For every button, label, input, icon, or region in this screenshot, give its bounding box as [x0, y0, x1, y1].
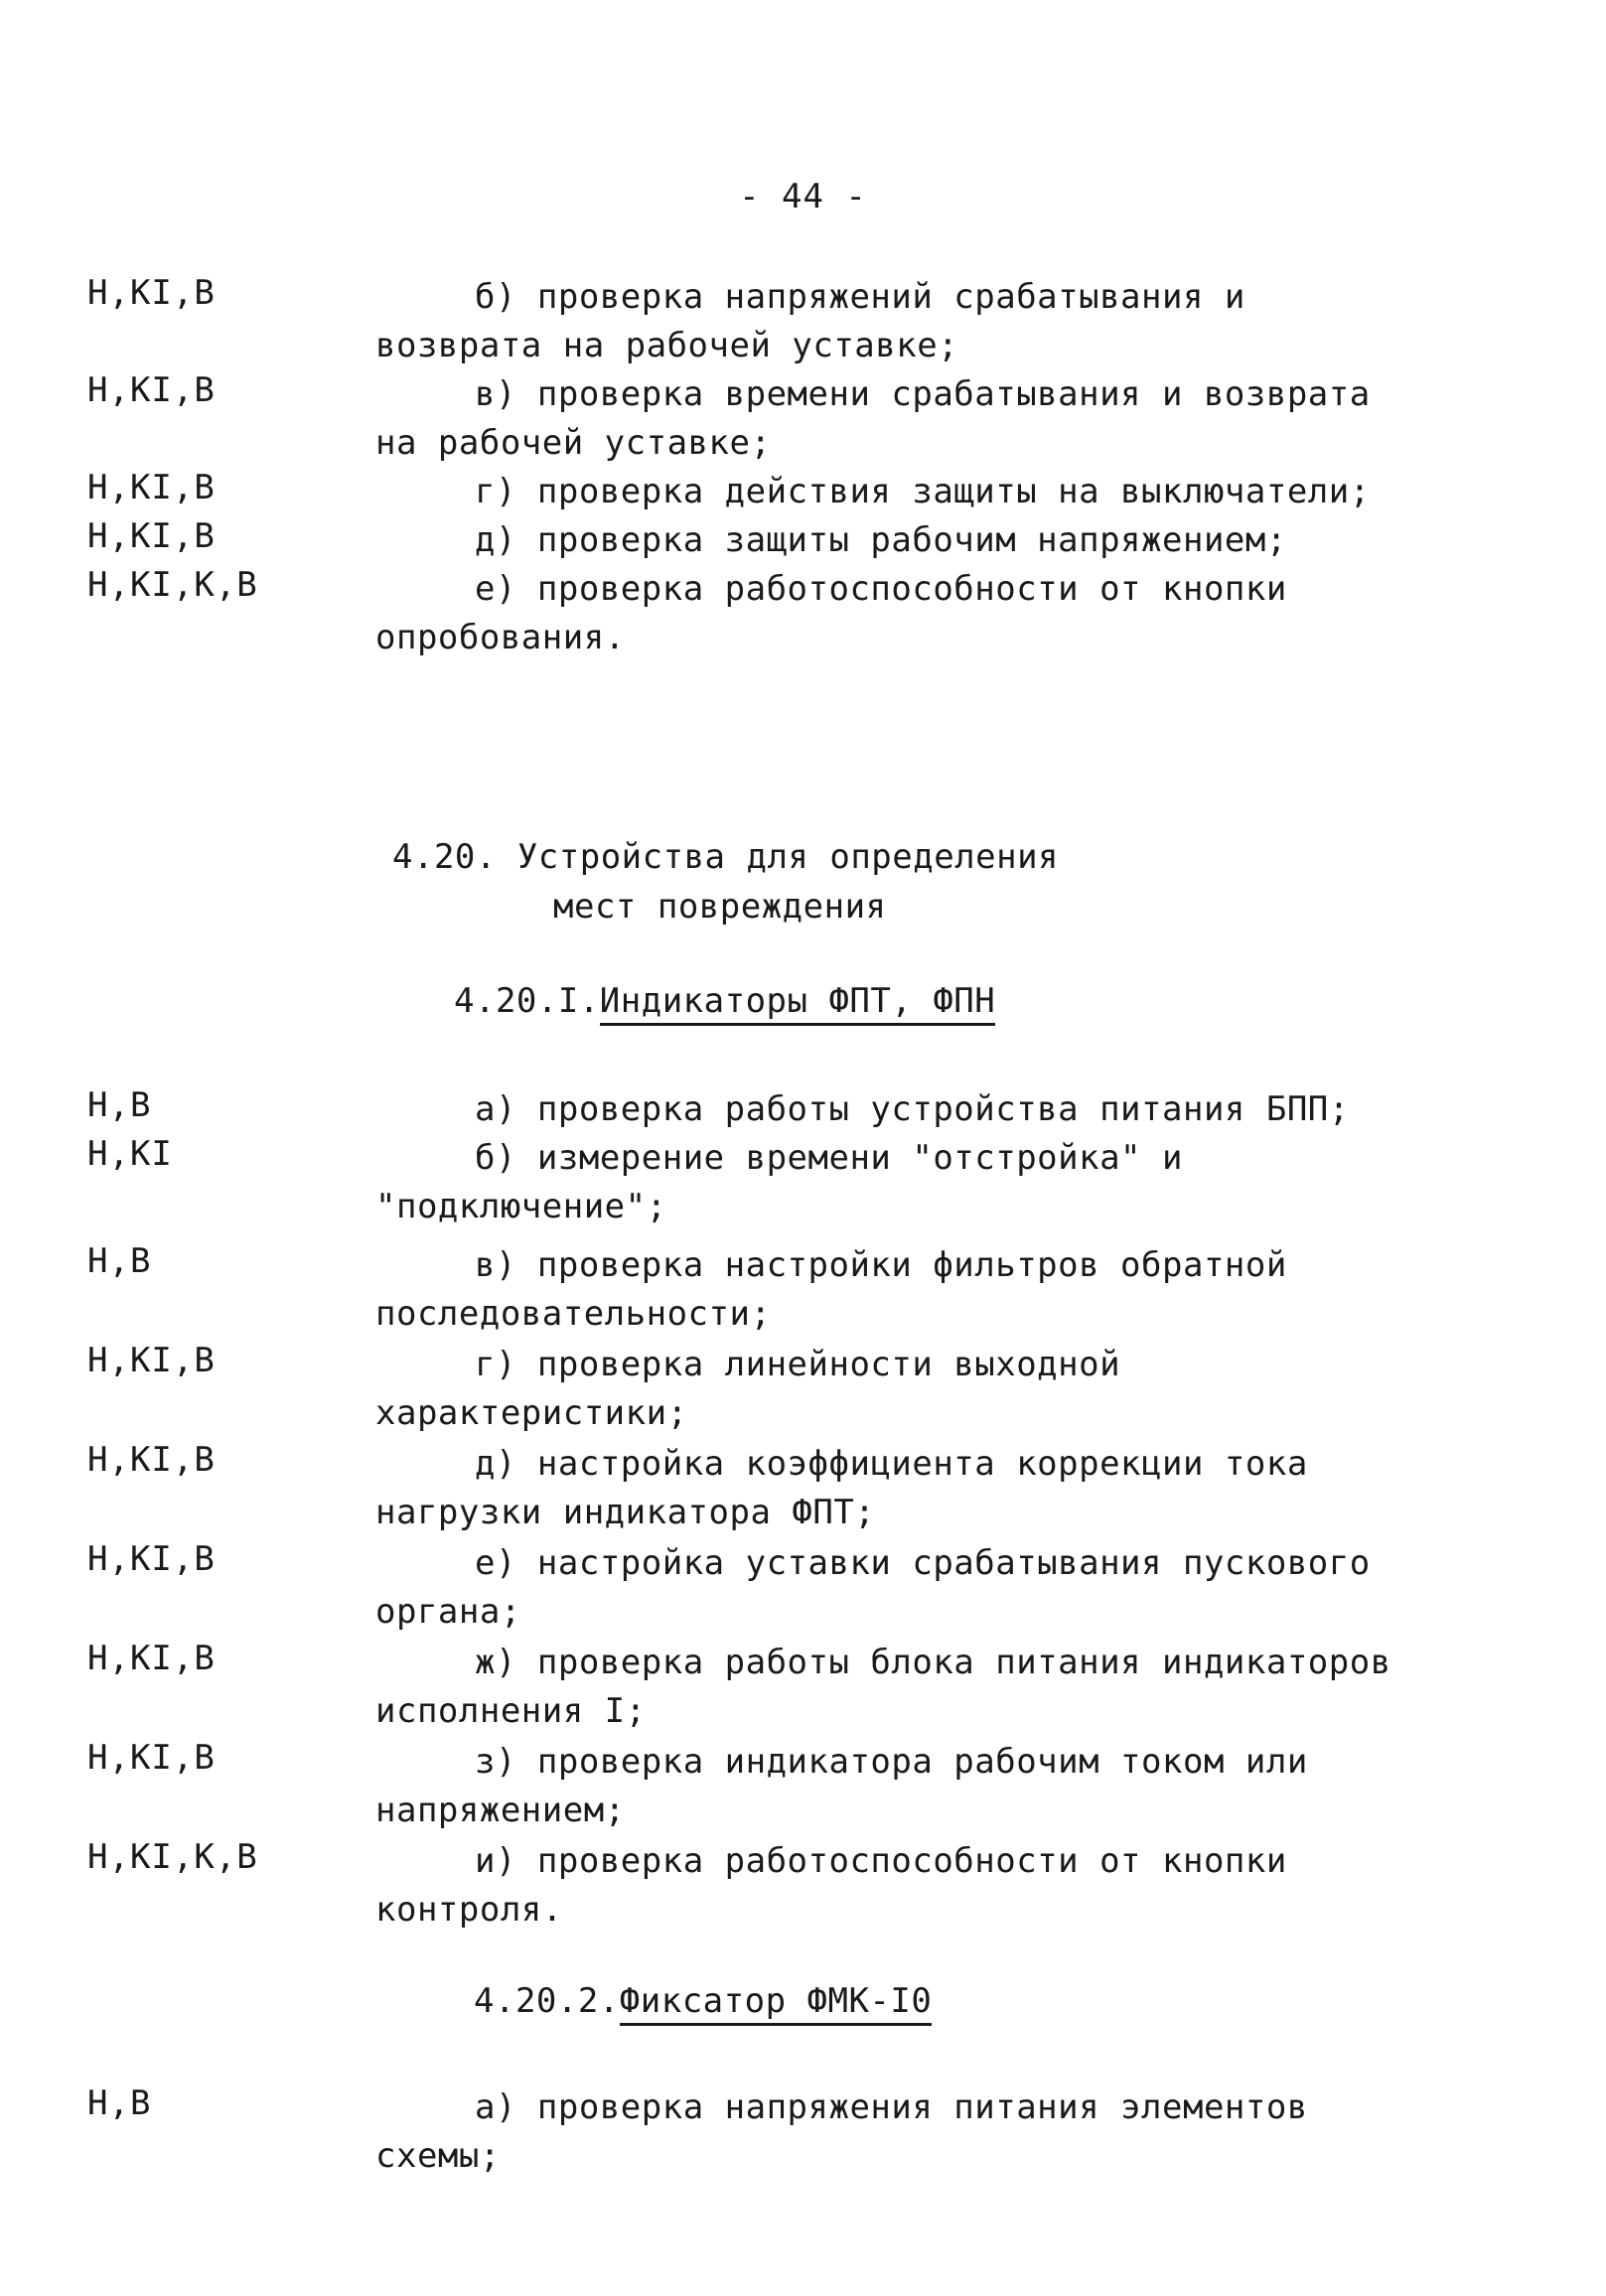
- item-code: Н,КI,В: [87, 516, 216, 556]
- item-text: з) проверка индикатора рабочим током или напряжением;: [375, 1742, 1308, 1830]
- item-code: Н,КI,В: [87, 1440, 216, 1480]
- item-text: г) проверка линейности выходной характеристики;: [375, 1345, 1121, 1433]
- subsection-heading: [454, 976, 995, 1026]
- page-number: - 44 -: [739, 177, 867, 216]
- subsection-number: 4.20.2.: [474, 1981, 620, 2021]
- item-text: в) проверка настройки фильтров обратной последовательности;: [375, 1245, 1287, 1334]
- item-text: в) проверка времени срабатывания и возврата на рабочей уставке;: [375, 374, 1371, 463]
- item-text: а) проверка работы устройства питания БПП;: [475, 1089, 1350, 1129]
- item-code: Н,КI,В: [87, 1738, 216, 1778]
- item-text: ж) проверка работы блока питания индикаторов исполнения I;: [375, 1643, 1391, 1731]
- item-code: Н,КI,В: [87, 273, 216, 313]
- item-code: Н,КI,В: [87, 468, 216, 507]
- item-code: Н,КI,К,В: [87, 1837, 258, 1877]
- item-text: е) проверка работоспособности от кнопки опробования.: [375, 569, 1287, 657]
- item-text: д) настройка коэффициента коррекции тока нагрузки индикатора ФПТ;: [375, 1444, 1308, 1532]
- subsection-title: Фиксатор ФМК-I0: [620, 1981, 933, 2026]
- item-text: б) измерение времени "отстройка" и "подключение";: [375, 1138, 1183, 1226]
- subsection-heading: [474, 1976, 932, 2026]
- item-text: а) проверка напряжения питания элементов схемы;: [375, 2087, 1308, 2176]
- section-heading: 4.20. Устройства для определения: [392, 837, 1060, 877]
- item-code: Н,КI,В: [87, 370, 216, 410]
- subsection-number: 4.20.I.: [454, 981, 600, 1021]
- item-code: Н,КI,В: [87, 1539, 216, 1579]
- item-text: е) настройка уставки срабатывания пускового органа;: [375, 1543, 1371, 1632]
- item-code: Н,КI: [87, 1134, 173, 1174]
- item-code: Н,КI,В: [87, 1639, 216, 1678]
- section-heading-line2: мест повреждения: [553, 887, 887, 927]
- item-code: Н,В: [87, 1085, 152, 1125]
- item-code: Н,КI,К,В: [87, 565, 258, 605]
- item-text: д) проверка защиты рабочим напряжением;: [475, 520, 1287, 560]
- item-code: Н,В: [87, 2083, 152, 2123]
- item-code: Н,КI,В: [87, 1341, 216, 1380]
- item-text: и) проверка работоспособности от кнопки контроля.: [375, 1841, 1287, 1930]
- subsection-title: Индикаторы ФПТ, ФПН: [600, 981, 995, 1026]
- item-code: Н,В: [87, 1241, 152, 1281]
- item-text: г) проверка действия защиты на выключатели;: [475, 472, 1371, 511]
- item-text: б) проверка напряжений срабатывания и возврата на рабочей уставке;: [375, 277, 1245, 365]
